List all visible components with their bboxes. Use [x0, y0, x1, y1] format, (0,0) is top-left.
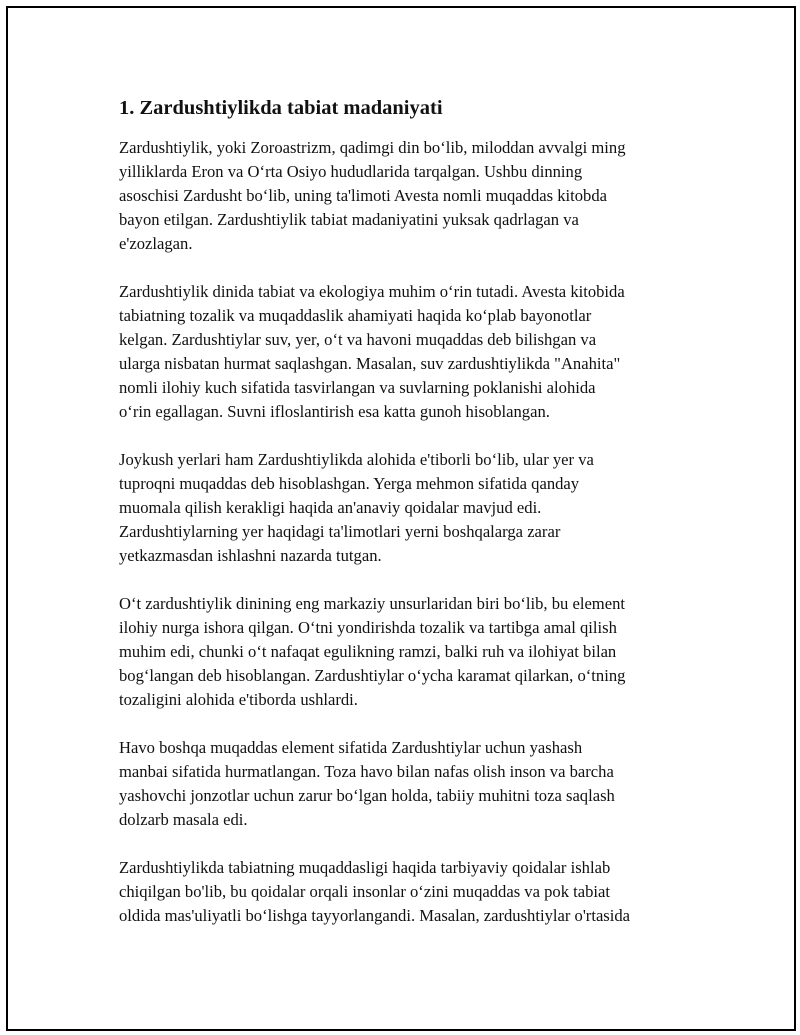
section-title: 1. Zardushtiylikda tabiat madaniyati	[119, 97, 443, 119]
text-line: tozaligini alohida e'tiborda ushlardi.	[119, 690, 358, 709]
text-line: oʻrin egallagan. Suvni ifloslantirish esa katta gunoh hisoblangan.	[119, 402, 550, 421]
paragraph	[119, 448, 699, 568]
text-line: ularga nisbatan hurmat saqlashgan. Masalan, suv zardushtiylikda "Anahita"	[119, 354, 621, 373]
text-line: chiqilgan bo'lib, bu qoidalar orqali insonlar oʻzini muqaddas va pok tabiat	[119, 882, 611, 901]
text-line: muomala qilish kerakligi haqida an'anaviy qoidalar mavjud edi.	[119, 498, 542, 517]
text-line: nomli ilohiy kuch sifatida tasvirlangan va suvlarning poklanishi alohida	[119, 378, 596, 397]
text-line: asoschisi Zardusht boʻlib, uning ta'limoti Avesta nomli muqaddas kitobda	[119, 186, 607, 205]
paragraph	[119, 280, 699, 424]
text-line: Zardushtiylikda tabiatning muqaddasligi haqida tarbiyaviy qoidalar ishlab	[119, 858, 611, 877]
paragraph	[119, 136, 699, 256]
text-line: Havo boshqa muqaddas element sifatida Zardushtiylar uchun yashash	[119, 738, 583, 757]
paragraph	[119, 736, 699, 832]
document-page	[6, 6, 796, 1031]
text-line: dolzarb masala edi.	[119, 810, 248, 829]
text-line: Zardushtiylarning yer haqidagi ta'limotlari yerni boshqalarga zarar	[119, 522, 561, 541]
text-line: bogʻlangan deb hisoblangan. Zardushtiylar oʻycha karamat qilarkan, oʻtning	[119, 666, 626, 685]
text-line: yashovchi jonzotlar uchun zarur boʻlgan holda, tabiiy muhitni toza saqlash	[119, 786, 615, 805]
text-line: Zardushtiylik, yoki Zoroastrizm, qadimgi din boʻlib, miloddan avvalgi ming	[119, 138, 626, 157]
text-line: manbai sifatida hurmatlangan. Toza havo bilan nafas olish inson va barcha	[119, 762, 614, 781]
text-line: Joykush yerlari ham Zardushtiylikda alohida e'tiborli boʻlib, ular yer va	[119, 450, 594, 469]
text-line: muhim edi, chunki oʻt nafaqat egulikning ramzi, balki ruh va ilohiyat bilan	[119, 642, 617, 661]
text-line: e'zozlagan.	[119, 234, 193, 253]
text-line: bayon etilgan. Zardushtiylik tabiat madaniyatini yuksak qadrlagan va	[119, 210, 579, 229]
text-line: tabiatning tozalik va muqaddaslik ahamiyati haqida koʻplab bayonotlar	[119, 306, 592, 325]
text-line: oldida mas'uliyatli boʻlishga tayyorlangandi. Masalan, zardushtiylar o'rtasida	[119, 906, 631, 925]
text-line: yetkazmasdan ishlashni nazarda tutgan.	[119, 546, 382, 565]
paragraph	[119, 856, 699, 928]
text-line: Oʻt zardushtiylik dinining eng markaziy unsurlaridan biri boʻlib, bu element	[119, 594, 625, 613]
text-line: yilliklarda Eron va Oʻrta Osiyo hududlarida tarqalgan. Ushbu dinning	[119, 162, 583, 181]
text-line: kelgan. Zardushtiylar suv, yer, oʻt va havoni muqaddas deb bilishgan va	[119, 330, 597, 349]
text-line: tuproqni muqaddas deb hisoblashgan. Yerga mehmon sifatida qanday	[119, 474, 580, 493]
paragraph	[119, 592, 699, 712]
text-line: ilohiy nurga ishora qilgan. Oʻtni yondirishda tozalik va tartibga amal qilish	[119, 618, 617, 637]
document-body	[119, 95, 699, 952]
text-line: Zardushtiylik dinida tabiat va ekologiya muhim oʻrin tutadi. Avesta kitobida	[119, 282, 625, 301]
